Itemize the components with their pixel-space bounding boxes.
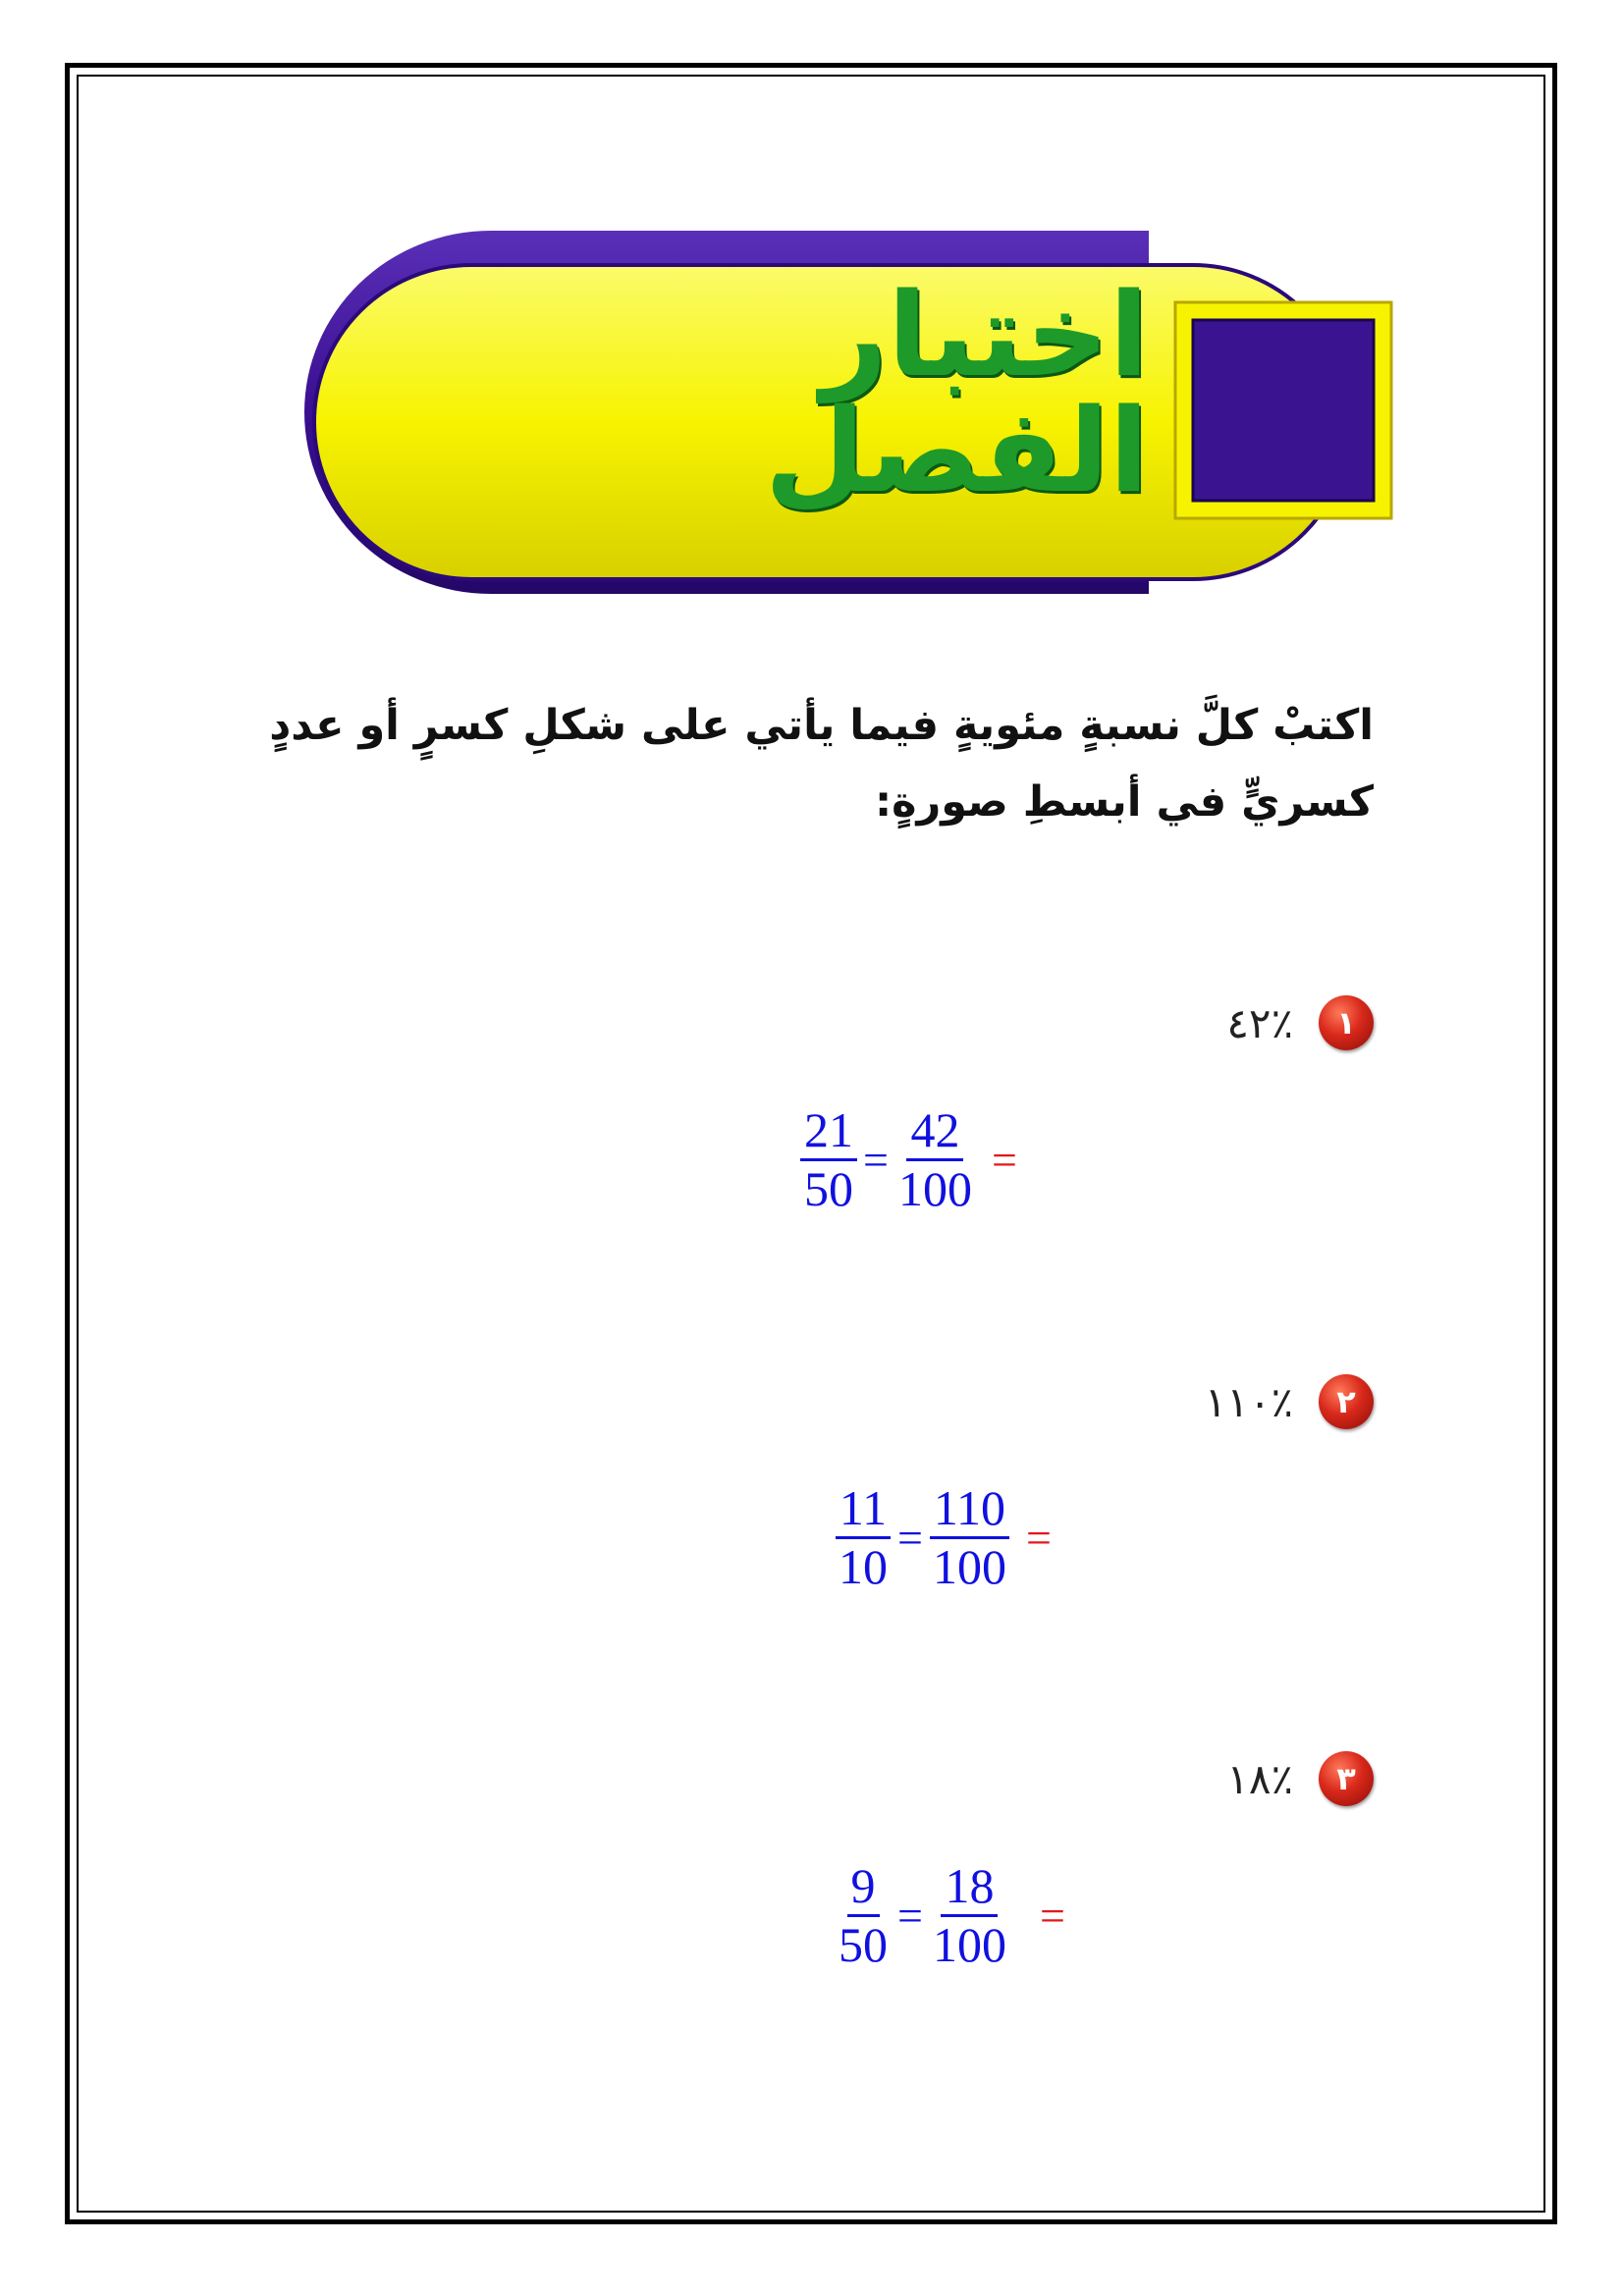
denominator: 100 <box>932 1538 1006 1594</box>
equals-sign: = <box>897 1890 923 1941</box>
question-2 <box>1205 1372 1374 1431</box>
fraction-original <box>929 1482 1010 1592</box>
denominator: 50 <box>804 1160 853 1216</box>
numerator: 18 <box>941 1860 998 1917</box>
instructions <box>244 687 1374 840</box>
answer-3 <box>835 1860 1071 1970</box>
instructions-line-1: اكتبْ كلَّ نسبةٍ مئويةٍ فيما يأتي على شكلِ كسرٍ أو عددٍ <box>269 701 1374 750</box>
fraction-original <box>929 1860 1010 1970</box>
denominator: 100 <box>932 1916 1006 1972</box>
fraction-simplified <box>835 1482 892 1592</box>
question-1 <box>1226 993 1374 1052</box>
question-number-badge: ٢ <box>1319 1374 1374 1429</box>
page-title: اختبار الفصل <box>764 267 1149 518</box>
fraction-simplified <box>835 1860 892 1970</box>
fraction-simplified <box>800 1104 857 1214</box>
denominator: 50 <box>839 1916 888 1972</box>
instructions-line-2: كسريٍّ في أبسطِ صورةٍ: <box>874 777 1374 827</box>
equals-sign-red: = <box>1025 1512 1052 1563</box>
answer-2 <box>835 1482 1057 1592</box>
numerator: 9 <box>847 1860 880 1917</box>
question-value: ٤٢٪ <box>1226 998 1293 1047</box>
question-3 <box>1226 1749 1374 1808</box>
denominator: 10 <box>839 1538 888 1594</box>
banner-purple-square <box>1193 320 1374 501</box>
question-number-badge: ٣ <box>1319 1751 1374 1806</box>
question-number-badge: ١ <box>1319 995 1374 1050</box>
numerator: 21 <box>800 1104 857 1161</box>
numerator: 42 <box>906 1104 963 1161</box>
numerator: 110 <box>930 1482 1009 1539</box>
numerator: 11 <box>836 1482 891 1539</box>
equals-sign-red: = <box>991 1134 1017 1185</box>
question-value: ١٨٪ <box>1226 1754 1293 1803</box>
equals-sign: = <box>897 1512 923 1563</box>
equals-sign: = <box>863 1134 889 1185</box>
fraction-original <box>894 1104 976 1214</box>
denominator: 100 <box>897 1160 972 1216</box>
equals-sign-red: = <box>1039 1890 1065 1941</box>
question-value: ١١٠٪ <box>1204 1377 1293 1426</box>
answer-1 <box>800 1104 1023 1214</box>
